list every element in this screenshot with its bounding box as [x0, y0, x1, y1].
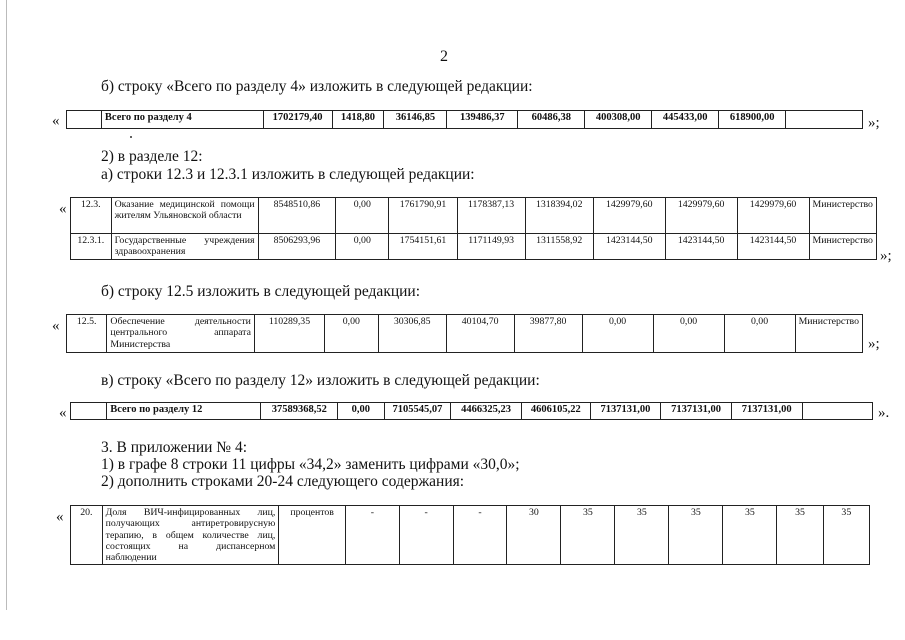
table-row-20: [70, 505, 870, 565]
table-cell-value: 8506293,96: [258, 234, 336, 260]
paragraph-b1: б) строку «Всего по разделу 4» изложить в следующей редакции:: [101, 78, 533, 95]
table-cell-value: 30: [507, 506, 561, 565]
table-cell-value: 1761790,91: [389, 198, 457, 234]
table-row: [67, 111, 863, 129]
table-cell-value: 35: [561, 506, 615, 565]
table-cell-value: -: [345, 506, 399, 565]
table-cell-value: 1429979,60: [665, 198, 737, 234]
table-cell-label: Всего по разделу 4: [101, 111, 263, 129]
table-cell-value: 35: [615, 506, 669, 565]
table-12-5: [66, 314, 863, 353]
table-cell-value: 1423144,50: [737, 234, 809, 260]
paragraph-2: 2) в разделе 12:: [101, 148, 203, 165]
quote-open: «: [52, 318, 60, 334]
table-cell-value: 7137131,00: [661, 403, 732, 420]
table-cell-value: 35: [823, 506, 869, 565]
table-row: [71, 198, 877, 234]
page-number: 2: [440, 48, 448, 65]
table-row: [71, 506, 870, 565]
table-cell-value: 0,00: [336, 198, 389, 234]
table-cell-value: 4466325,23: [451, 403, 522, 420]
quote-close: »;: [880, 248, 892, 264]
table-cell-name: Доля ВИЧ-инфицированных лиц, получающих антиретровирусную терапию, в общем количестве лиц, состоящих на диспансерном наблюдении: [102, 506, 279, 565]
table-cell-executor: Министерство: [795, 315, 862, 353]
table-cell-num: [67, 111, 102, 129]
table-cell-unit: процентов: [279, 506, 346, 565]
table-cell-value: 1702179,40: [263, 111, 332, 129]
table-cell-value: 8548510,86: [258, 198, 336, 234]
scan-left-edge: [6, 0, 7, 610]
table-cell-value: 40104,70: [446, 315, 514, 353]
table-row: [67, 315, 863, 353]
table-cell-executor: Министерство: [809, 198, 877, 234]
paragraph-3: 3. В приложении № 4:: [101, 439, 248, 456]
table-12-3: [70, 197, 877, 260]
table-cell-value: 1423144,50: [593, 234, 665, 260]
table-cell-executor: Министерство: [809, 234, 877, 260]
table-cell-value: 110289,35: [254, 315, 324, 353]
table-cell-value: 139486,37: [447, 111, 518, 129]
table-cell-value: 400308,00: [585, 111, 652, 129]
table-cell-value: 37589368,52: [261, 403, 338, 420]
paragraph-3-1: 1) в графе 8 строки 11 цифры «34,2» заменить цифрами «30,0»;: [101, 456, 520, 473]
table-cell-value: 7105545,07: [384, 403, 451, 420]
table-cell-num: 12.3.: [71, 198, 112, 234]
table-cell-value: 1423144,50: [665, 234, 737, 260]
table-cell-executor: [802, 403, 872, 420]
quote-close: »;: [868, 336, 880, 352]
table-cell-name: Оказание медицинской помощи жителям Ульяновской области: [111, 198, 258, 234]
table-cell-value: 7137131,00: [731, 403, 802, 420]
table-cell-label: Всего по разделу 12: [107, 403, 261, 420]
quote-open: «: [52, 113, 60, 129]
table-cell-value: 35: [777, 506, 823, 565]
quote-open: «: [59, 201, 67, 217]
table-cell-name: Обеспечение деятельности центрального аппарата Министерства: [107, 315, 255, 353]
table-cell-value: 1418,80: [332, 111, 384, 129]
table-cell-value: 0,00: [653, 315, 724, 353]
table-cell-value: 0,00: [582, 315, 653, 353]
quote-open: «: [59, 405, 67, 421]
table-cell-value: -: [453, 506, 507, 565]
table-section-4: [66, 110, 863, 129]
table-cell-value: 39877,80: [514, 315, 582, 353]
paragraph-2c: в) строку «Всего по разделу 12» изложить в следующей редакции:: [101, 372, 540, 389]
table-cell-value: 1754151,61: [389, 234, 457, 260]
table-cell-value: 36146,85: [384, 111, 447, 129]
quote-close: »;: [868, 115, 880, 131]
table-cell-value: 35: [723, 506, 777, 565]
table-cell-value: 35: [669, 506, 723, 565]
table-cell-value: 60486,38: [518, 111, 585, 129]
table-cell-value: 0,00: [336, 234, 389, 260]
table-cell-value: 1318394,02: [525, 198, 593, 234]
table-cell-executor: [786, 111, 863, 129]
table-cell-value: 4606105,22: [521, 403, 590, 420]
table-cell-value: -: [399, 506, 453, 565]
table-cell-value: 1429979,60: [737, 198, 809, 234]
table-section-12: [70, 402, 873, 420]
table-cell-name: Государственные учреждения здравоохранения: [111, 234, 258, 260]
paragraph-2a: а) строки 12.3 и 12.3.1 изложить в следующей редакции:: [101, 166, 475, 183]
table-row: [71, 234, 877, 260]
table-cell-value: 1429979,60: [593, 198, 665, 234]
table-cell-num: 20.: [71, 506, 103, 565]
table-cell-num: 12.3.1.: [71, 234, 112, 260]
table-cell-value: 7137131,00: [590, 403, 661, 420]
table-cell-value: 0,00: [325, 315, 379, 353]
table-cell-value: 1171149,93: [457, 234, 525, 260]
scan-dot: [130, 136, 132, 138]
paragraph-2b: б) строку 12.5 изложить в следующей редакции:: [101, 283, 421, 300]
quote-close: ».: [878, 405, 890, 421]
table-cell-value: 0,00: [724, 315, 795, 353]
table-cell-value: 30306,85: [378, 315, 446, 353]
table-cell-value: 618900,00: [719, 111, 786, 129]
table-cell-value: 445433,00: [652, 111, 719, 129]
table-row: [71, 403, 873, 420]
quote-open: «: [56, 509, 64, 525]
paragraph-3-2: 2) дополнить строками 20-24 следующего содержания:: [101, 473, 465, 490]
table-cell-num: 12.5.: [67, 315, 107, 353]
table-cell-value: 1178387,13: [457, 198, 525, 234]
table-cell-value: 1311558,92: [525, 234, 593, 260]
table-cell-num: [71, 403, 107, 420]
table-cell-value: 0,00: [338, 403, 384, 420]
